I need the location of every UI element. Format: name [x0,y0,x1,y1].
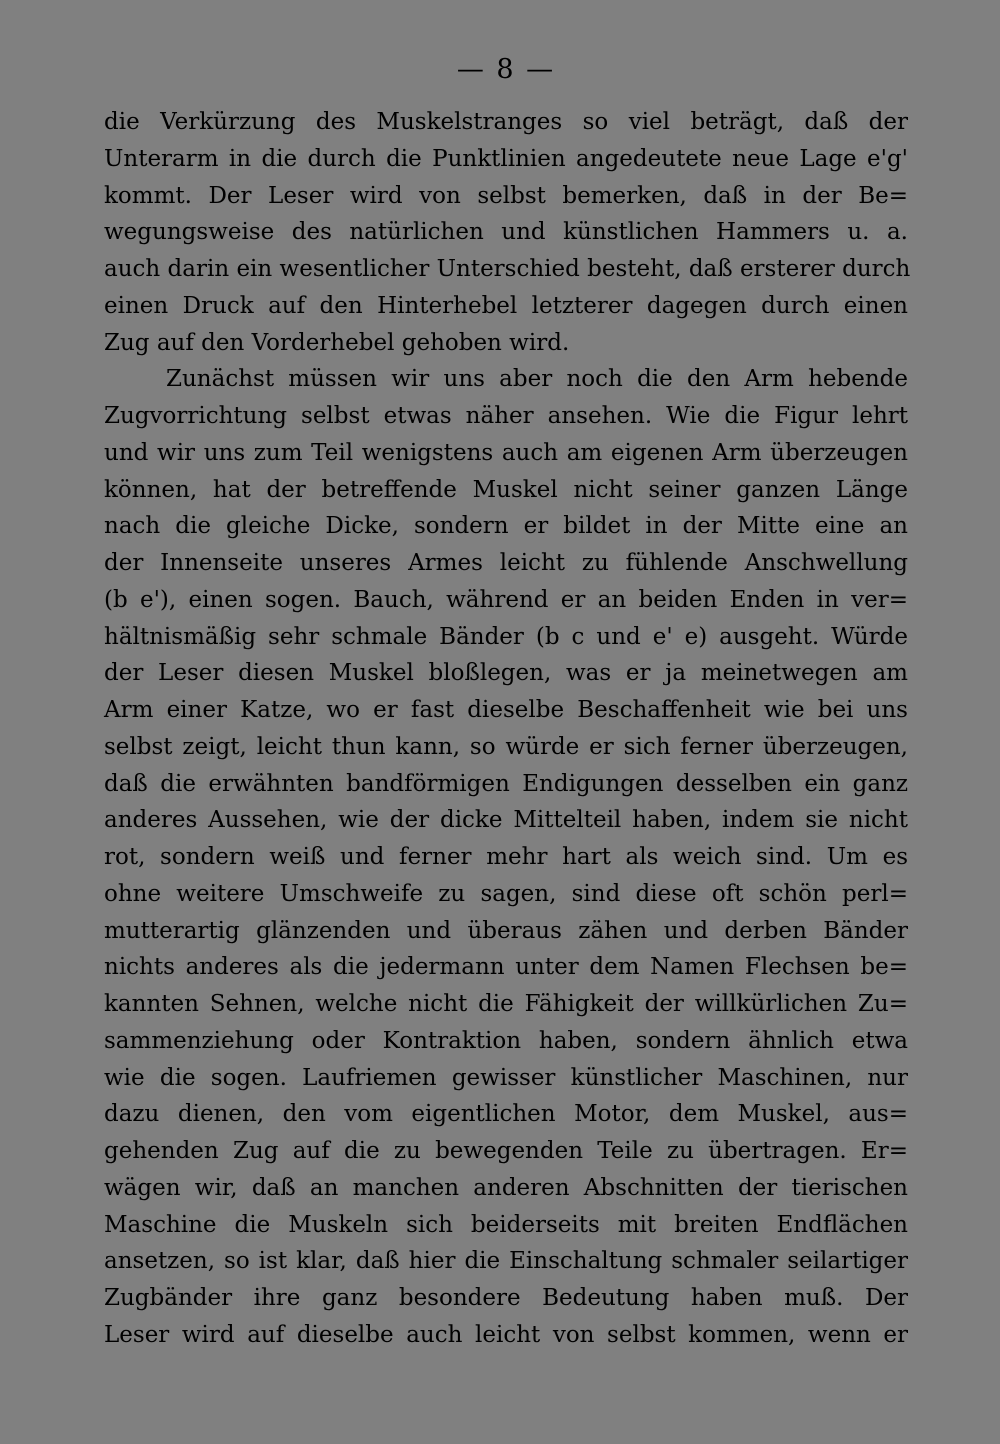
text-line: und wir uns zum Teil wenigstens auch am eigenen Arm überzeugen [104,439,908,466]
text-line: (b e'), einen sogen. Bauch, während er an beiden Enden in ver= [104,586,908,613]
text-line: wie die sogen. Laufriemen gewisser künstlicher Maschinen, nur [104,1064,908,1091]
text-line: kommt. Der Leser wird von selbst bemerken, daß in der Be= [104,182,908,209]
text-line: Unterarm in die durch die Punktlinien angedeutete neue Lage e'g' [104,145,908,172]
text-line: wägen wir, daß an manchen anderen Abschnitten der tierischen [104,1174,908,1201]
text-line: rot, sondern weiß und ferner mehr hart als weich sind. Um es [104,844,908,870]
text-line: ohne weitere Umschweife zu sagen, sind diese oft schön perl= [104,880,908,907]
text-line: daß die erwähnten bandförmigen Endigungen desselben ein ganz [104,770,908,797]
text-line: nichts anderes als die jedermann unter dem Namen Flechsen be= [104,954,908,981]
text-line: anderes Aussehen, wie der dicke Mittelteil haben, indem sie nicht [104,807,908,834]
text-line: nach die gleiche Dicke, sondern er bildet in der Mitte eine an [104,513,908,540]
text-line: hältnismäßig sehr schmale Bänder (b c und e' e) ausgeht. Würde [104,623,908,650]
text-line: Zunächst müssen wir uns aber noch die den Arm hebende [166,366,908,393]
text-line: Arm einer Katze, wo er fast dieselbe Beschaffenheit wie bei uns [104,697,908,723]
text-line: ansetzen, so ist klar, daß hier die Einschaltung schmaler seilartiger [104,1248,908,1275]
text-line: Zugvorrichtung selbst etwas näher ansehen. Wie die Figur lehrt [104,403,908,429]
page-number: — 8 — [456,54,556,85]
text-line: die Verkürzung des Muskelstranges so viel beträgt, daß der [104,109,908,135]
text-line: selbst zeigt, leicht thun kann, so würde er sich ferner überzeugen, [104,733,908,760]
text-line: dazu dienen, den vom eigentlichen Motor, dem Muskel, aus= [104,1101,908,1128]
text-line: Zugbänder ihre ganz besondere Bedeutung haben muß. Der [104,1285,908,1311]
paragraph [104,361,908,1353]
text-line: mutterartig glänzenden und überaus zähen und derben Bänder [104,917,908,944]
text-line: wegungsweise des natürlichen und künstlichen Hammers u. a. [104,219,908,246]
text-line: können, hat der betreffende Muskel nicht seiner ganzen Länge [104,476,908,503]
text-line: auch darin ein wesentlicher Unterschied besteht, daß ersterer durch [104,256,911,282]
body-text [104,104,911,1354]
text-line: gehenden Zug auf die zu bewegenden Teile zu übertragen. Er= [104,1138,908,1164]
text-line: der Innenseite unseres Armes leicht zu fühlende Anschwellung [104,550,908,576]
text-line: der Leser diesen Muskel bloßlegen, was er ja meinetwegen am [104,660,908,687]
text-line: kannten Sehnen, welche nicht die Fähigkeit der willkürlichen Zu= [104,991,908,1017]
text-line: Leser wird auf dieselbe auch leicht von selbst kommen, wenn er [104,1321,908,1348]
text-line: einen Druck auf den Hinterhebel letzterer dagegen durch einen [104,292,908,319]
text-line: Zug auf den Vorderhebel gehoben wird. [104,329,570,356]
paragraph [104,104,911,361]
text-line: sammenziehung oder Kontraktion haben, sondern ähnlich etwa [104,1027,908,1054]
text-line: Maschine die Muskeln sich beiderseits mit breiten Endflächen [104,1211,908,1238]
